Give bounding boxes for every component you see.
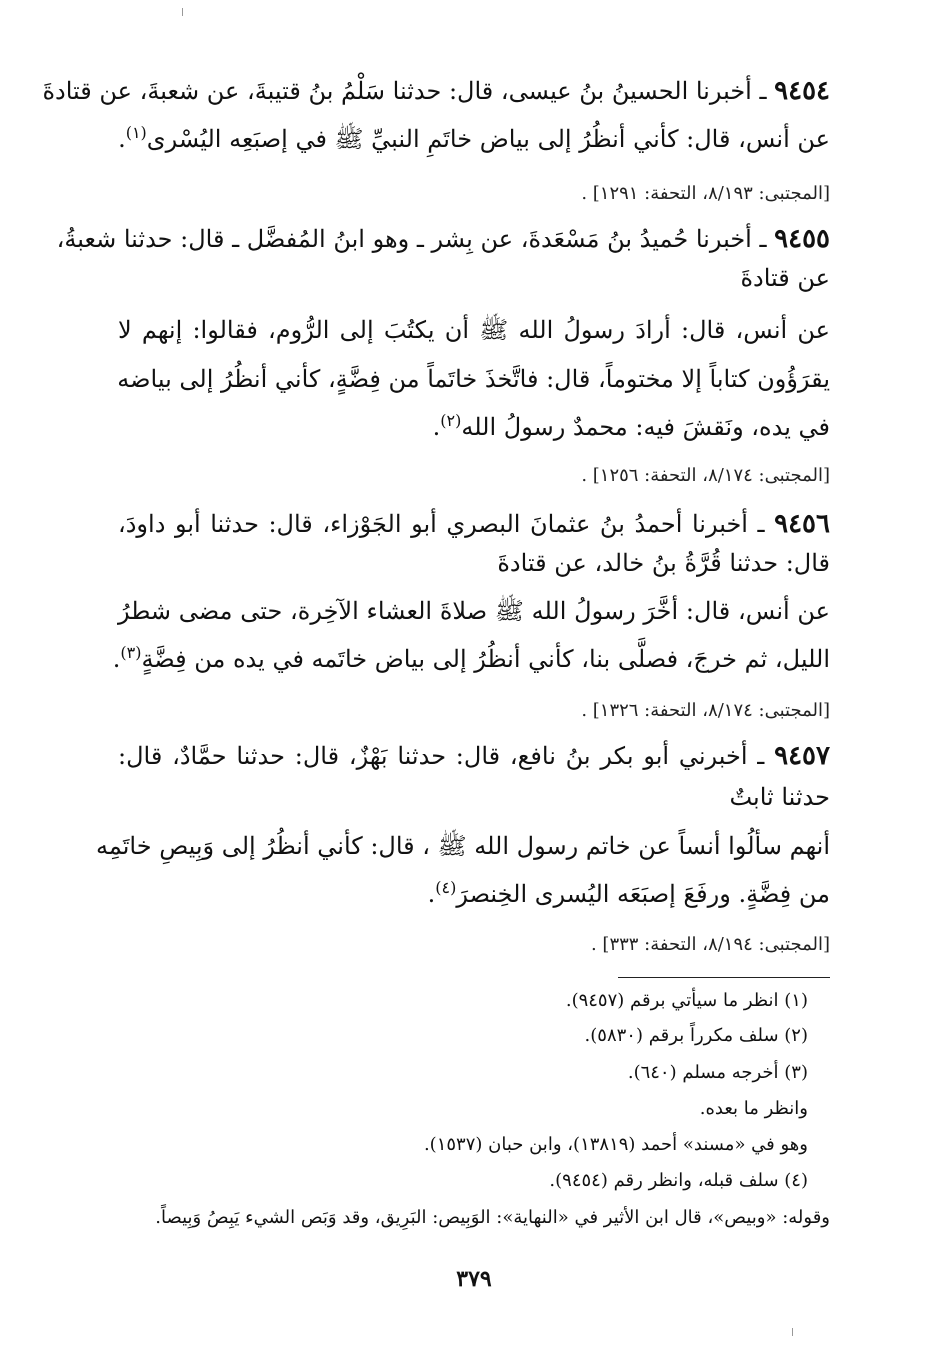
hadith-9457-line-4: من فِضَّةٍ. ورفَعَ إصبَعَه اليُسرى الخِنصرَ$^{(٤)}$. — [427, 878, 830, 908]
footnote-4: (٤) سلف قبله، وانظر رقم (٩٤٥٤). — [549, 1170, 808, 1191]
hadith-9455-line-4: يقرَؤُون كتاباً إلا مختوماً، قال: فاتَّخذَ خاتَماً من فِضَّةٍ، كأني أنظُرُ إلى بياضه — [117, 365, 830, 393]
footnote-divider — [618, 977, 830, 978]
hadith-number: ٩٤٥٥ — [774, 224, 830, 254]
footnote-3: (٣) أخرجه مسلم (٦٤٠). — [627, 1062, 808, 1083]
hadith-9456-line-4: الليل، ثم خرجَ، فصلَّى بنا، كأني أنظُرُ إلى بياض خاتَمه في يده من فِضَّةٍ$^{(٣)}$. — [112, 643, 830, 673]
hadith-text: من فِضَّةٍ. ورفَعَ إصبَعَه اليُسرى الخِنصرَ — [456, 880, 830, 908]
hadith-9455-line-1 — [56, 224, 830, 255]
footnote-3-continued: وانظر ما بعده. — [699, 1098, 808, 1119]
scan-mark — [792, 1328, 793, 1336]
source-reference: [المجتبى: ٨/١٩٤، التحفة: ٣٣٣] . — [590, 934, 830, 955]
footnote-2: (٢) سلف مكرراً برقم (٥٨٣٠). — [584, 1025, 808, 1046]
footnote-ref: (٣) — [120, 643, 142, 662]
hadith-9457-line-1 — [118, 741, 830, 772]
footnote-ref: (١) — [125, 123, 147, 142]
hadith-9456-line-1 — [118, 509, 830, 540]
hadith-9457-line-3: أنهم سألُوا أنساً عن خاتم رسول الله ﷺ ، قال: كأني أنظُرُ إلى وَبِيصِ خاتَمِه — [96, 832, 830, 860]
source-reference: [المجتبى: ٨/١٧٤، التحفة: ١٣٢٦] . — [581, 700, 830, 721]
footnote-ref: (٤) — [435, 878, 457, 897]
hadith-text: عن أنس، قال: كأني أنظُرُ إلى بياض خاتَمِ النبيِّ ﷺ في إصبَعِه اليُسْرى — [146, 125, 830, 153]
hadith-text: ـ أخبرنا الحسينُ بنُ عيسى، قال: حدثنا سَلْمُ بنُ قتيبةَ، عن شعبةَ، عن قتادةَ — [42, 77, 767, 105]
footnote-ref: (٢) — [440, 411, 462, 430]
page-number: ٣٧٩ — [456, 1266, 492, 1292]
hadith-text: ـ أخبرني أبو بكر بنُ نافع، قال: حدثنا بَهْزٌ، قال: حدثنا حمَّادٌ، قال: — [118, 742, 765, 770]
hadith-text: ـ أخبرنا أحمدُ بنُ عثمانَ البصري أبو الجَوْزاء، قال: حدثنا أبو داودَ، — [118, 510, 765, 538]
hadith-number: ٩٤٥٦ — [774, 509, 830, 539]
footnote-3-continued: وهو في «مسند» أحمد (١٣٨١٩)، وابن حبان (١٥٣٧). — [423, 1134, 808, 1155]
footnote-1: (١) انظر ما سيأتي برقم (٩٤٥٧). — [565, 990, 808, 1011]
source-reference: [المجتبى: ٨/١٩٣، التحفة: ١٢٩١] . — [581, 183, 830, 204]
hadith-number: ٩٤٥٤ — [774, 76, 830, 106]
hadith-9455-line-3: عن أنس، قال: أرادَ رسولُ الله ﷺ أن يكتُبَ إلى الرُّوم، فقالوا: إنهم لا — [118, 316, 830, 344]
footnote-4-continued: وقوله: «وبيص»، قال ابن الأثير في «النهاية»: الوَبِيص: البَرِيق، وقد وَبَص الشيء يَبِصُ وَبِيصاً. — [155, 1207, 830, 1228]
hadith-9456-line-3: عن أنس، قال: أخَّرَ رسولُ الله ﷺ صلاةَ العشاء الآخِرة، حتى مضى شطرُ — [118, 597, 830, 625]
hadith-9455-line-5: في يده، ونَقشَ فيه: محمدٌ رسولُ الله$^{(٢)}$. — [432, 411, 830, 441]
hadith-text: ـ أخبرنا حُميدُ بنُ مَسْعَدةَ، عن بِشر ـ وهو ابنُ المُفضَّل ـ قال: حدثنا شعبةُ، — [56, 225, 767, 253]
hadith-9457-line-2: حدثنا ثابتٌ — [729, 783, 830, 811]
scan-mark — [182, 8, 183, 16]
hadith-text: في يده، ونَقشَ فيه: محمدٌ رسولُ الله — [461, 413, 830, 441]
hadith-number: ٩٤٥٧ — [774, 741, 830, 771]
source-reference: [المجتبى: ٨/١٧٤، التحفة: ١٢٥٦] . — [581, 465, 830, 486]
hadith-9455-line-2: عن قتادةَ — [740, 264, 830, 292]
hadith-9454-line-1 — [42, 76, 830, 107]
hadith-text: الليل، ثم خرجَ، فصلَّى بنا، كأني أنظُرُ إلى بياض خاتَمه في يده من فِضَّةٍ — [141, 645, 830, 673]
hadith-9454-line-2: عن أنس، قال: كأني أنظُرُ إلى بياض خاتَمِ النبيِّ ﷺ في إصبَعِه اليُسْرى$^{(١)}$. — [118, 123, 830, 153]
hadith-9456-line-2: قال: حدثنا قُرَّةُ بنُ خالد، عن قتادةَ — [497, 549, 830, 577]
